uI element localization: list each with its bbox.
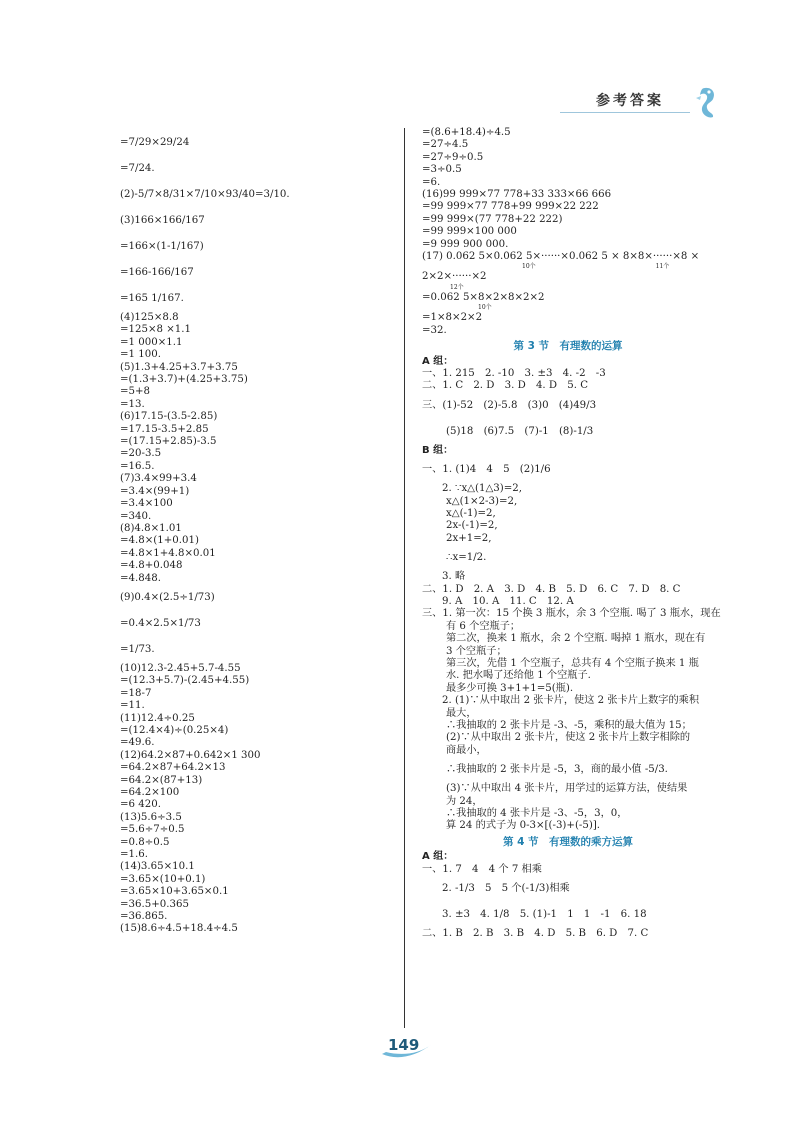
answer-line: =99 999×100 000 <box>422 226 517 238</box>
answer-line: =4.8×(1+0.01) <box>120 535 199 547</box>
answer-line: (16)99 999×77 778+33 333×66 666 <box>422 189 612 201</box>
answer-line: (7)3.4×99+3.4 <box>120 473 197 485</box>
brace-label-11: 11个 <box>655 263 670 271</box>
answer-line: 2. ∵x△(1△3)=2, <box>442 483 523 495</box>
answer-line: 第三次，先借 1 个空瓶子，总共有 4 个空瓶子换来 1 瓶 <box>446 658 699 669</box>
answer-line: =0.4×2.5×1/73 <box>120 617 201 629</box>
answer-line: =7/24. <box>120 163 155 174</box>
answer-line: =9 999 900 000. <box>422 238 509 250</box>
answer-line: =1 000×1.1 <box>120 336 183 348</box>
answer-line: 三、1. 第一次：15 个换 3 瓶水，余 3 个空瓶. 喝了 3 瓶水，现在 <box>422 608 721 620</box>
answer-line: 为 24， <box>446 795 483 807</box>
answer-line: =3.65×10+3.65×0.1 <box>120 886 229 898</box>
answer-line: (14)3.65×10.1 <box>120 861 195 873</box>
answer-line: =16.5. <box>120 460 155 472</box>
answer-line: =99 999×77 778+99 999×22 222 <box>422 201 599 213</box>
answer-line: =13. <box>120 398 145 410</box>
header-title: 参考答案 <box>596 93 664 109</box>
answer-line: ∴我抽取的 2 张卡片是 -3、-5，乘积的最大值为 15； <box>446 720 692 732</box>
answer-line: 第二次，换来 1 瓶水，余 2 个空瓶. 喝掉 1 瓶水，现在有 <box>446 633 706 645</box>
answer-line: =4.8×1+4.8×0.01 <box>120 547 216 559</box>
answer-line: 水. 把水喝了还给他 1 个空瓶子. <box>446 670 591 682</box>
answer-line: ∴我抽取的 4 张卡片是 -3、-5，3，0， <box>446 808 628 820</box>
answer-line: =6 420. <box>120 799 161 811</box>
answer-line: =166×(1-1/167) <box>120 241 204 252</box>
answer-line: =5.6÷7÷0.5 <box>120 824 185 836</box>
answer-line: 3 个空瓶子； <box>446 645 507 657</box>
answer-line: =32. <box>422 324 447 336</box>
answer-line: =340. <box>120 510 152 522</box>
answer-line: =1.6. <box>120 849 148 861</box>
answer-line: 2x-(-1)=2, <box>446 520 498 532</box>
answer-line: (2)∵从中取出 2 张卡片，使这 2 张卡片上数字相除的 <box>446 732 691 744</box>
answer-line: 2×2×······×2 <box>422 271 487 283</box>
answer-line: 一、1. (1)4 4 5 (2)1/6 <box>422 464 551 476</box>
seahorse-icon <box>688 84 722 120</box>
answer-line: =4.8+0.048 <box>120 560 183 572</box>
answer-line: 3. ±3 4. 1/8 5. (1)-1 1 1 -1 6. 18 <box>442 909 647 921</box>
answer-line: =166-166/167 <box>120 267 194 278</box>
header-rule <box>560 112 690 113</box>
answer-line: =18-7 <box>120 687 152 699</box>
group-a-label: A 组： <box>422 355 454 367</box>
answer-line: 三、(1)-52 (2)-5.8 (3)0 (4)49/3 <box>422 399 597 411</box>
answer-line: 二、1. D 2. A 3. D 4. B 5. D 6. C 7. D 8. C <box>422 583 681 595</box>
answer-line: ∴x=1/2. <box>446 552 487 564</box>
answer-line: x△(1×2-3)=2, <box>446 495 518 507</box>
answer-line: 最多少可换 3+1+1=5(瓶). <box>446 682 574 694</box>
answer-line: 2x+1=2, <box>446 532 492 544</box>
answer-line: =11. <box>120 700 145 712</box>
answer-line: 一、1. 7 4 4 个 7 相乘 <box>422 863 542 875</box>
answer-line: 一、1. 215 2. -10 3. ±3 4. -2 -3 <box>422 367 606 379</box>
answer-line: =4.848. <box>120 572 161 584</box>
right-column <box>422 127 721 941</box>
page-number <box>380 1034 436 1058</box>
answer-line: (13)5.6÷3.5 <box>120 811 182 823</box>
answer-line: 商最小， <box>446 744 487 756</box>
answer-line: (3)∵从中取出 4 张卡片，用学过的运算方法，使结果 <box>446 783 688 795</box>
answer-line: (10)12.3-2.45+5.7-4.55 <box>120 662 241 674</box>
page-number-text: 149 <box>388 1036 420 1054</box>
answer-line: =17.15-3.5+2.85 <box>120 423 209 435</box>
answer-line: 2. -1/3 5 5 个(-1/3)相乘 <box>442 883 570 895</box>
answer-line: =0.8÷0.5 <box>120 836 170 848</box>
answer-line: (12)64.2×87+0.642×1 300 <box>120 749 261 761</box>
left-column <box>120 130 390 936</box>
answer-line: 二、1. B 2. B 3. B 4. D 5. B 6. D 7. C <box>422 928 649 940</box>
answer-line: =27÷9÷0.5 <box>422 151 484 163</box>
answer-line: =3.4×(99+1) <box>120 485 190 497</box>
answer-line: (4)125×8.8 <box>120 312 179 323</box>
answer-line: =49.6. <box>120 737 155 749</box>
answer-line: =1×8×2×2 <box>422 312 483 324</box>
answer-line: (2)-5/7×8/31×7/10×93/40=3/10. <box>120 189 290 200</box>
answer-line: =(1.3+3.7)+(4.25+3.75) <box>120 374 248 386</box>
answer-line: =(12.3+5.7)-(2.45+4.55) <box>120 675 250 687</box>
answer-line: =5+8 <box>120 386 151 398</box>
answer-line: x△(-1)=2, <box>446 507 496 519</box>
column-divider <box>404 128 405 1028</box>
answer-line: =3.4×100 <box>120 498 173 510</box>
answer-line: =(12.4×4)÷(0.25×4) <box>120 724 229 736</box>
answer-line: =6. <box>422 176 441 188</box>
group-a-label: A 组： <box>422 851 454 863</box>
section-4-title: 第 4 节 有理数的乘方运算 <box>502 835 634 848</box>
answer-line: =165 1/167. <box>120 293 184 304</box>
answer-line: =3.65×(10+0.1) <box>120 873 206 885</box>
group-b-label: B 组： <box>422 444 454 456</box>
answer-line: (8)4.8×1.01 <box>120 522 182 534</box>
answer-line: 最大， <box>446 707 477 719</box>
answer-line: =64.2×87+64.2×13 <box>120 762 226 774</box>
answer-line: (3)166×166/167 <box>120 215 205 226</box>
brace-label-12: 12个 <box>450 283 464 291</box>
answer-line: (6)17.15-(3.5-2.85) <box>120 411 218 423</box>
answer-line: (5)1.3+4.25+3.7+3.75 <box>120 361 238 373</box>
answer-line: 9. A 10. A 11. C 12. A <box>442 595 574 607</box>
answer-line: =1 100. <box>120 349 161 361</box>
answer-line: =64.2×100 <box>120 787 180 798</box>
brace-label-10: 10个 <box>522 263 536 271</box>
brace-label-10b: 10个 <box>478 304 492 312</box>
answer-line: ∴我抽取的 2 张卡片是 -5，3，商的最小值 -5/3. <box>446 764 668 776</box>
answer-line: =36.865. <box>120 911 168 923</box>
answer-line: (15)8.6÷4.5+18.4÷4.5 <box>120 923 238 935</box>
answer-line: (17) 0.062 5×0.062 5×······×0.062 5 × 8×8×······×8 × <box>422 251 700 263</box>
answer-line: 有 6 个空瓶子； <box>446 620 521 632</box>
answer-line: 2. (1)∵从中取出 2 张卡片，使这 2 张卡片上数字的乘积 <box>442 695 700 707</box>
answer-line: =7/29×29/24 <box>120 137 190 148</box>
answer-line: =125×8 ×1.1 <box>120 324 191 336</box>
page-header <box>560 84 730 124</box>
answer-line: (5)18 (6)7.5 (7)-1 (8)-1/3 <box>446 425 594 437</box>
answer-line: =3÷0.5 <box>422 164 462 176</box>
answer-line: =36.5+0.365 <box>120 898 189 910</box>
answer-line: =(8.6+18.4)÷4.5 <box>422 127 511 138</box>
answer-line: =27÷4.5 <box>422 139 469 151</box>
answer-line: =20-3.5 <box>120 448 162 460</box>
answer-line: 二、1. C 2. D 3. D 4. D 5. C <box>422 380 589 392</box>
answer-line: (9)0.4×(2.5÷1/73) <box>120 591 215 603</box>
answer-line: =0.062 5×8×2×8×2×2 <box>422 291 545 303</box>
answer-line: =64.2×(87+13) <box>120 774 203 786</box>
answer-line: =(17.15+2.85)-3.5 <box>120 436 217 448</box>
brace-label <box>422 263 714 271</box>
answer-line: (11)12.4÷0.25 <box>120 712 195 724</box>
answer-line: =99 999×(77 778+22 222) <box>422 213 563 225</box>
answer-line: 3. 略 <box>442 571 466 583</box>
section-3-title: 第 3 节 有理数的运算 <box>513 340 623 353</box>
answer-line: =1/73. <box>120 643 155 655</box>
answer-line: 算 24 的式子为 0-3×[(-3)+(-5)]. <box>446 820 601 832</box>
